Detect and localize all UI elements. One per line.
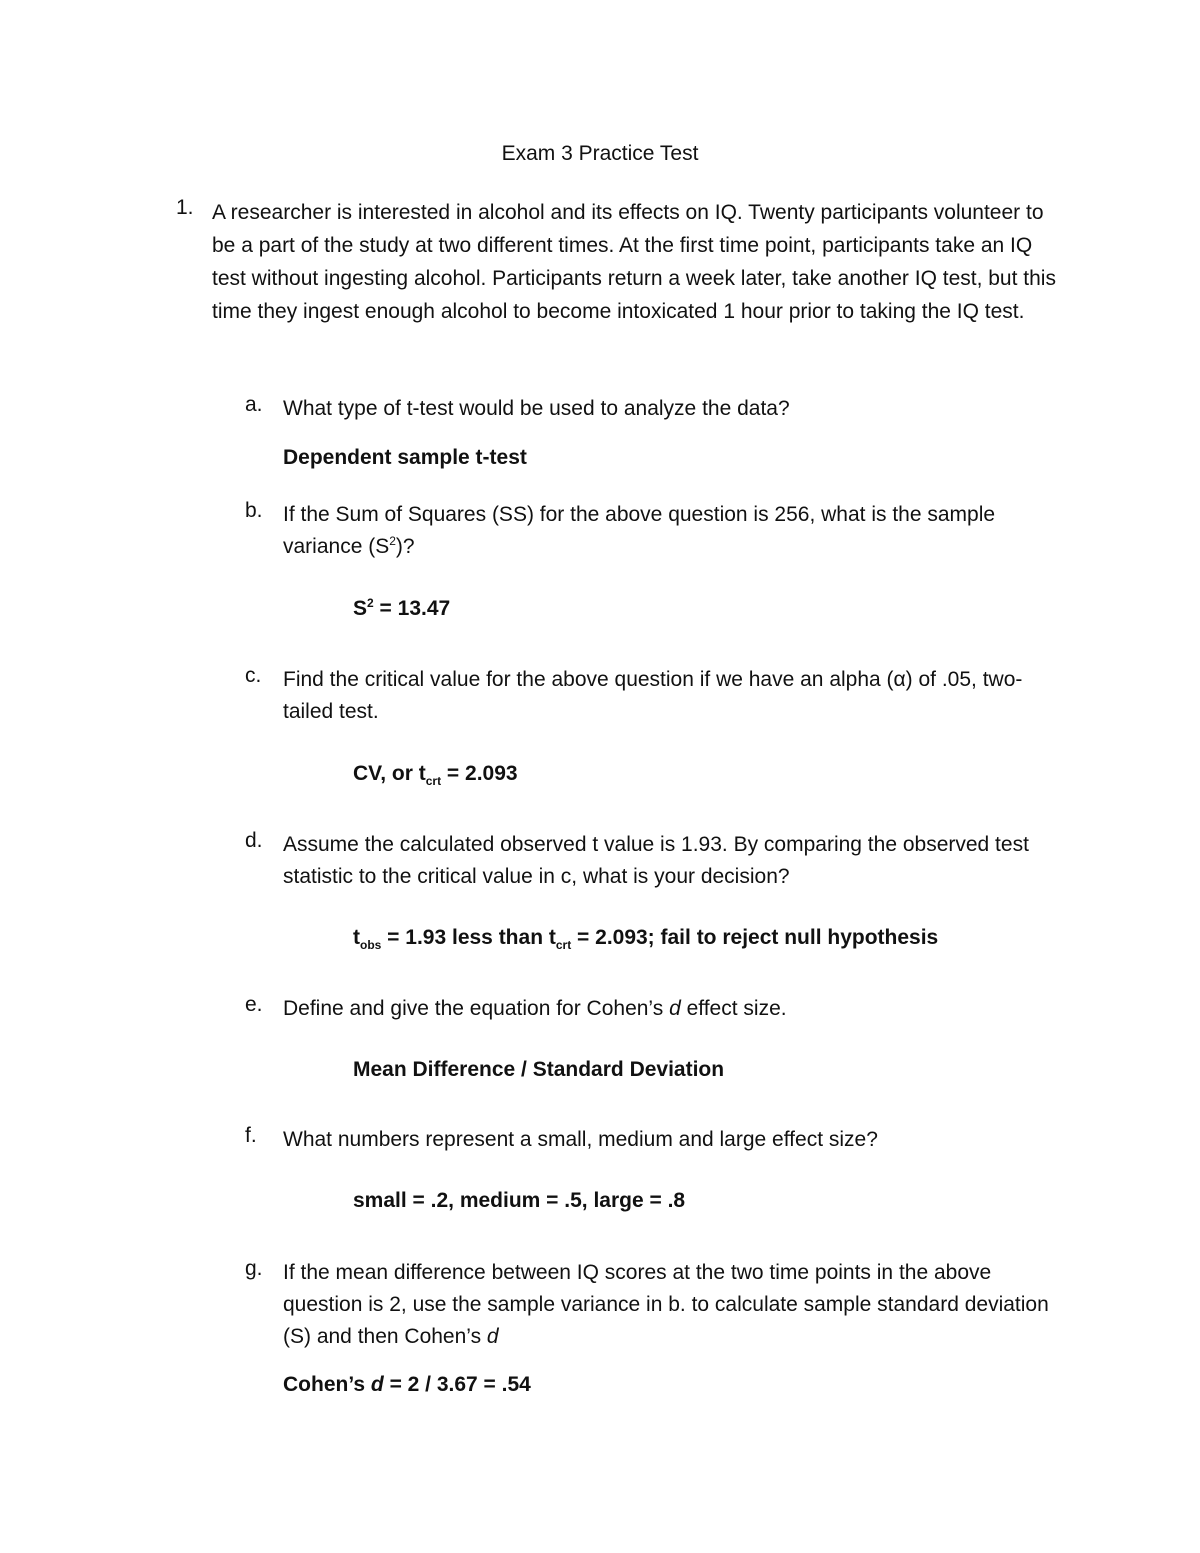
part-e-question-end: effect size. xyxy=(680,997,787,1020)
part-g-letter: g. xyxy=(245,1257,263,1280)
part-c-answer xyxy=(353,762,518,789)
part-g-answer xyxy=(283,1373,531,1397)
part-b-answer-superscript: 2 xyxy=(367,596,374,610)
part-c-question: Find the critical value for the above question if we have an alpha (α) of .05, two-tailed test. xyxy=(283,668,1023,723)
part-b-answer-symbol: S xyxy=(353,597,368,620)
part-e-question-italic: d xyxy=(669,997,681,1020)
part-b-question xyxy=(283,499,1063,563)
part-g-answer-label: Cohen’s xyxy=(283,1373,371,1396)
part-e-answer: Mean Difference / Standard Deviation xyxy=(353,1058,725,1081)
part-d-answer-middle: = 1.93 less than t xyxy=(381,926,556,949)
question-text: A researcher is interested in alcohol and its effects on IQ. Twenty participants volunteer to be a part of the study at two different times. At the first time point, participants take an IQ test without ingesting alcohol. Participants return a week later, take another IQ test, but this time they ingest enough alcohol to become intoxicated 1 hour prior to taking the IQ test. xyxy=(212,201,1056,323)
part-g-answer-italic: d xyxy=(370,1373,384,1396)
part-f-letter: f. xyxy=(245,1124,257,1147)
part-g-question xyxy=(283,1257,1063,1353)
part-b-letter: b. xyxy=(245,499,263,522)
part-d-answer-subscript-obs: obs xyxy=(360,938,382,953)
part-c-answer-value: = 2.093 xyxy=(441,762,518,785)
part-d-answer-end: = 2.093; fail to reject null hypothesis xyxy=(571,926,939,949)
part-b-question-end: )? xyxy=(395,535,415,558)
part-a-letter: a. xyxy=(245,393,263,416)
part-d-answer xyxy=(353,926,939,953)
part-c-letter: c. xyxy=(245,664,262,687)
part-e-question xyxy=(283,993,1063,1025)
part-c-answer-label: CV, or t xyxy=(353,762,426,785)
part-g-question-italic: d xyxy=(486,1325,499,1348)
part-b-question-superscript: 2 xyxy=(389,534,396,548)
part-f-answer: small = .2, medium = .5, large = .8 xyxy=(353,1189,686,1212)
part-b-question-text: If the Sum of Squares (SS) for the above question is 256, what is the sample variance (S xyxy=(283,503,996,558)
part-e-letter: e. xyxy=(245,993,263,1016)
question-number: 1. xyxy=(176,196,194,219)
part-b-answer xyxy=(353,597,450,621)
part-e-question-text: Define and give the equation for Cohen’s xyxy=(283,997,670,1020)
part-b-answer-value: = 13.47 xyxy=(373,597,451,620)
part-a-question: What type of t-test would be used to analyze the data? xyxy=(283,397,790,420)
part-a-answer: Dependent sample t-test xyxy=(283,446,527,469)
part-c-answer-subscript: crt xyxy=(425,774,442,789)
part-d-question: Assume the calculated observed t value is 1.93. By comparing the observed test statistic to the critical value in c, what is your decision? xyxy=(283,833,1029,888)
part-f-question: What numbers represent a small, medium and large effect size? xyxy=(283,1128,878,1151)
part-d-answer-t1: t xyxy=(353,926,360,949)
document-title: Exam 3 Practice Test xyxy=(501,142,699,165)
part-g-question-text: If the mean difference between IQ scores at the two time points in the above question is 2, use the sample variance in b. to calculate sample standard deviation (S) and then Cohen’s xyxy=(283,1261,1049,1348)
part-g-answer-value: = 2 / 3.67 = .54 xyxy=(383,1373,531,1396)
part-d-answer-subscript-crt: crt xyxy=(555,938,572,953)
part-d-letter: d. xyxy=(245,829,263,852)
